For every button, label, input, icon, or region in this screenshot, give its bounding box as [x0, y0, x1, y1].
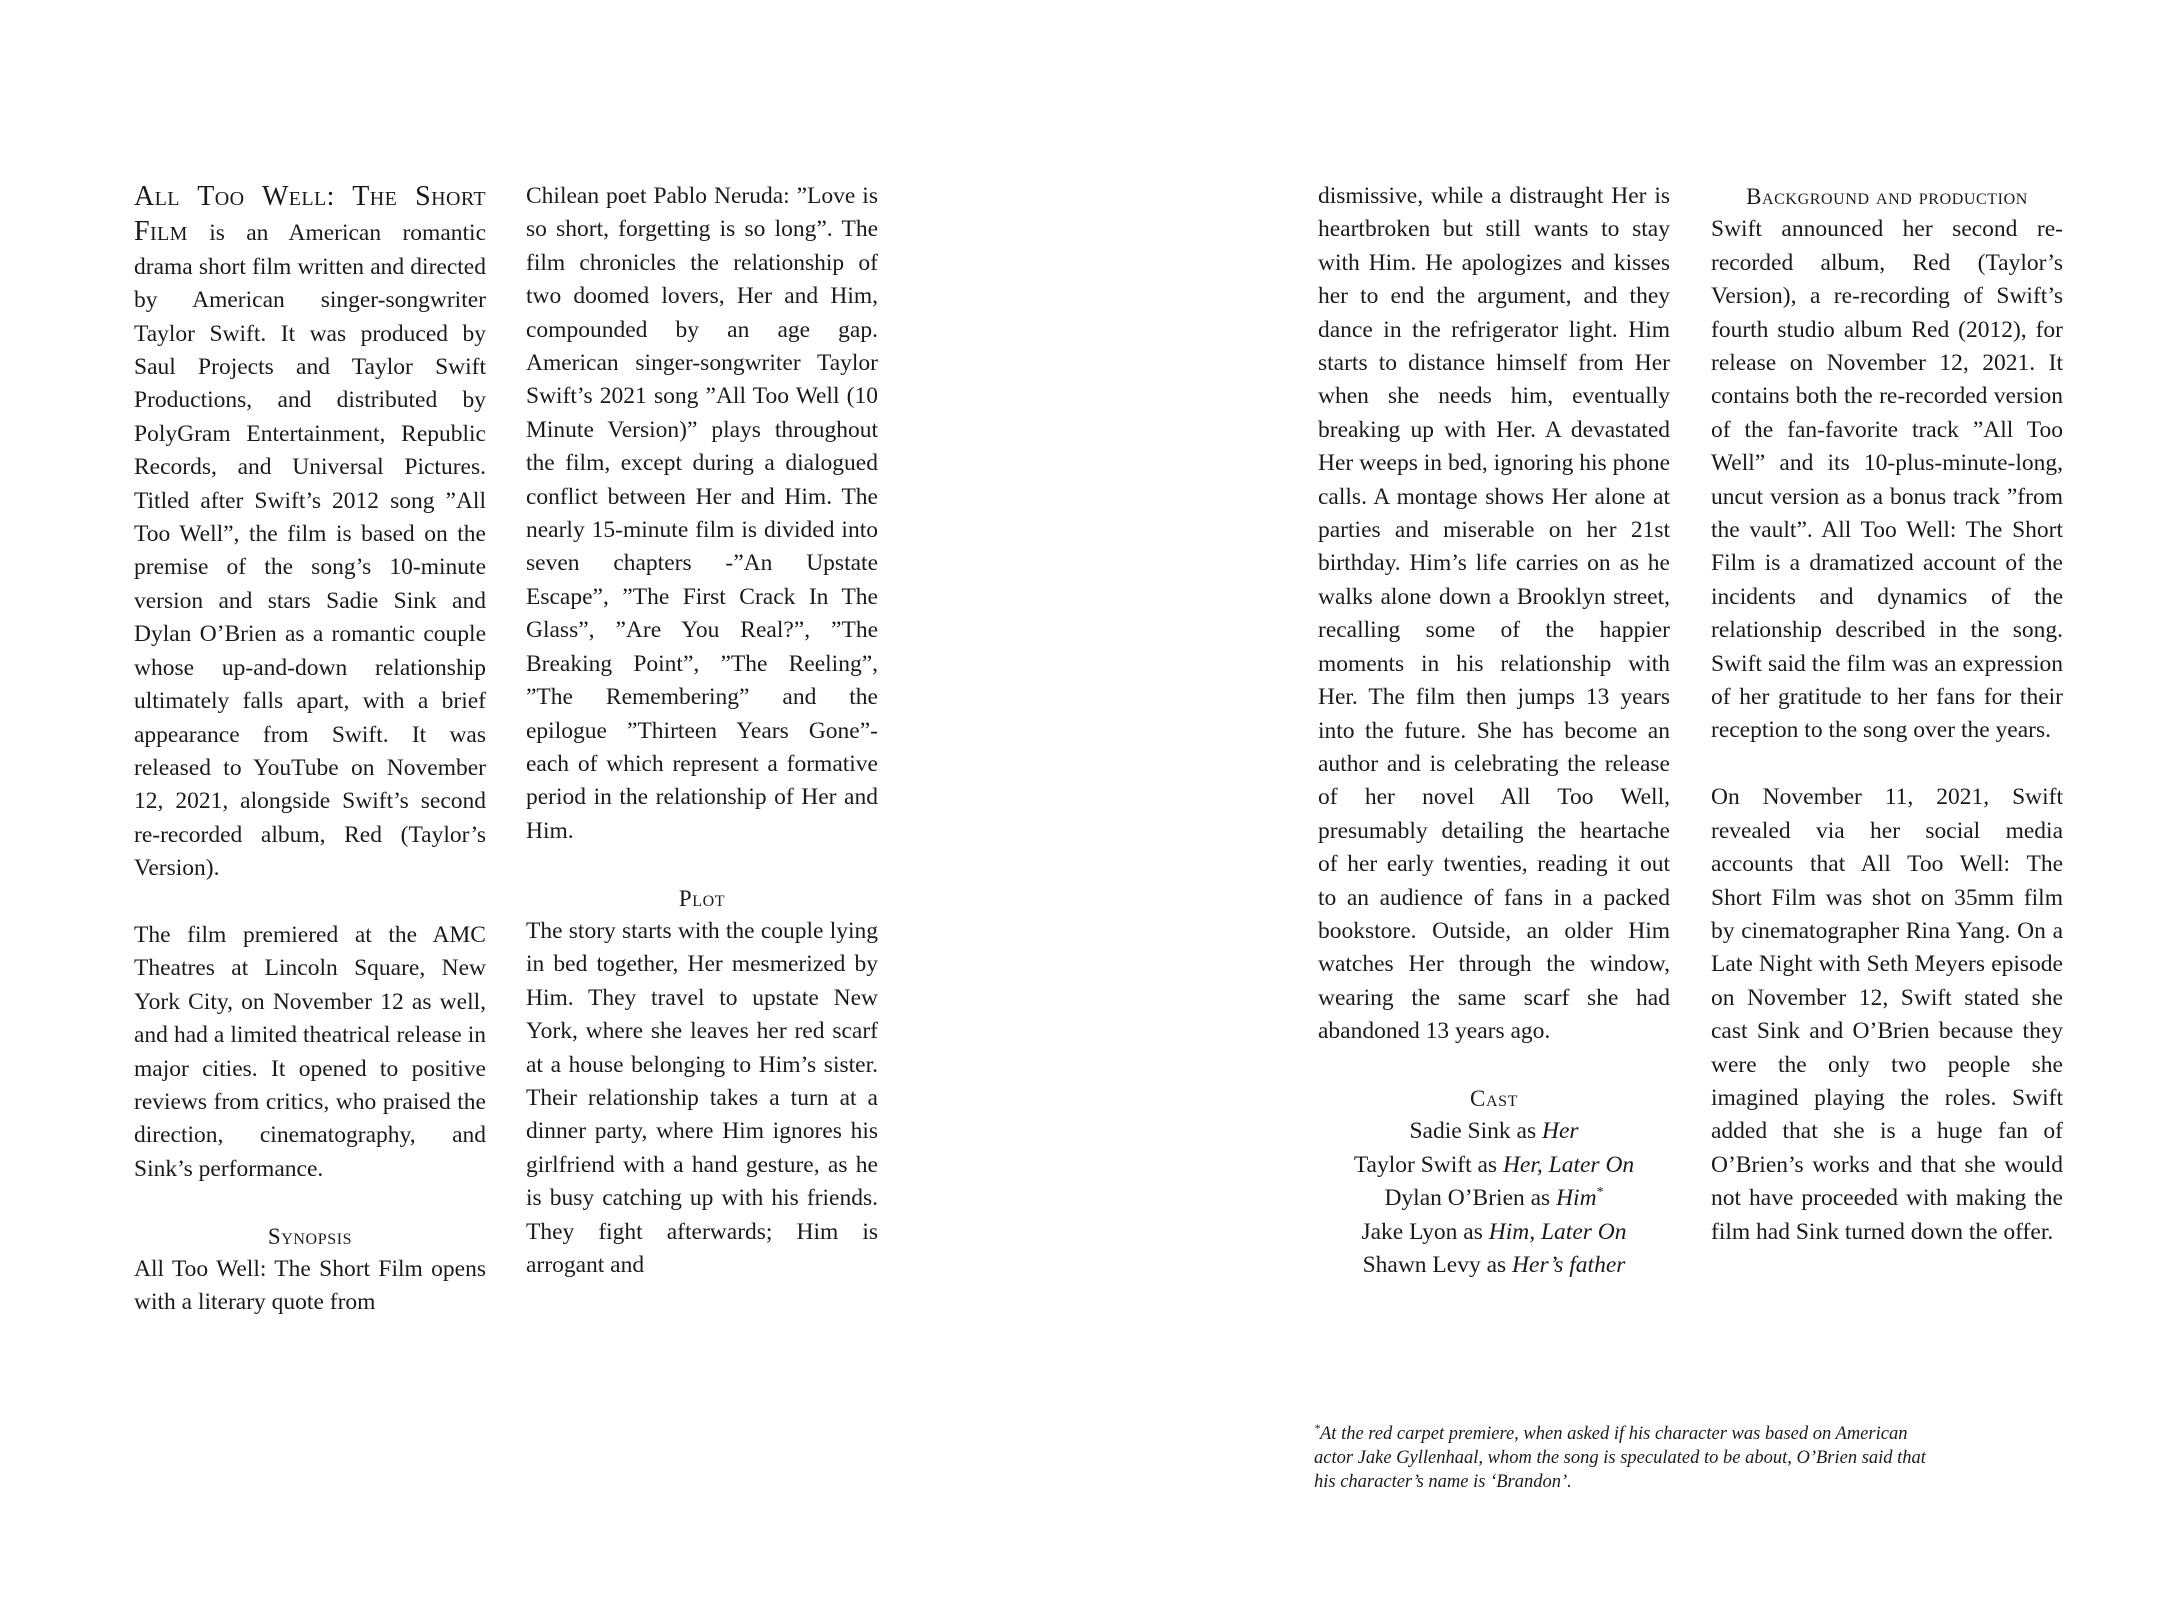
cast-actor: Sadie Sink as — [1409, 1118, 1542, 1145]
footnote-mark: * — [1314, 1420, 1320, 1435]
intro-paragraph — [134, 180, 486, 886]
column-2 — [526, 180, 878, 1282]
cast-list — [1318, 1115, 1670, 1282]
background-heading: Background and production — [1746, 184, 2028, 209]
background-paragraph: Swift announced her second re-recorded album, Red (Taylor’s Version), a re-recording of Swift’s fourth studio album Red (2012), for release on November 12, 2021. It contains both the re-recorded version of the fan-favorite track ”All Too Well” and its 10-plus-minute-long, uncut version as a bonus track ”from the vault”. All Too Well: The Short Film is a dramatized account of the incidents and dynamics of the relationship described in the song. Swift said the film was an expression of her gratitude to her fans for their reception to the song over the years. — [1711, 216, 2063, 744]
plot-continued: dismissive, while a distraught Her is heartbroken but still wants to stay with Him. He apologizes and kisses her to end the argument, and they dance in the refrigerator light. Him starts to distance himself from Her when she needs him, eventually breaking up with Her. A devastated Her weeps in bed, ignoring his phone calls. A montage shows Her alone at parties and miserable on her 21st birthday. Him’s life carries on as he walks alone down a Brooklyn street, recalling some of the happier moments in his relationship with Her. The film then jumps 13 years into the future. She has become an author and is celebrating the release of her novel All Too Well, presumably detailing the heartache of her early twenties, reading it out to an audience of fans in a packed bookstore. Outside, an older Him watches Her through the window, wearing the same scarf she had abandoned 13 years ago. — [1318, 183, 1670, 1045]
cast-actor: Taylor Swift as — [1353, 1151, 1503, 1178]
cast-role: Him, Later On — [1488, 1218, 1627, 1245]
column-4 — [1711, 180, 2063, 1249]
footnote-marker: * — [1596, 1185, 1604, 1201]
column-3 — [1318, 180, 1670, 1282]
synopsis-start: All Too Well: The Short Film opens with a literary quote from — [134, 1255, 486, 1316]
plot-heading: Plot — [678, 885, 726, 911]
cast-actor: Shawn Levy as — [1362, 1251, 1513, 1278]
cast-entry — [1318, 1182, 1670, 1215]
cast-entry — [1318, 1216, 1670, 1249]
footnote-text: At the red carpet premiere, when asked if his character was based on American actor Jake Gyllenhaal, whom the song is speculated to be about, O’Brien said that his character’s name is ‘Brandon’. — [1314, 1424, 1926, 1492]
right-page — [1088, 0, 2176, 1604]
cast-actor: Jake Lyon as — [1361, 1218, 1489, 1245]
premiere-paragraph: The film premiered at the AMC Theatres at Lincoln Square, New York City, on November 12 as well, and had a limited theatrical release in major cities. It opened to positive reviews from critics, who praised the direction, cinematography, and Sink’s performance. — [134, 921, 486, 1182]
column-1 — [134, 180, 486, 1320]
footnote — [1314, 1422, 1934, 1494]
cast-heading: Cast — [1470, 1085, 1518, 1111]
cast-entry — [1318, 1149, 1670, 1182]
section-gap — [134, 1186, 486, 1219]
cast-entry — [1318, 1115, 1670, 1148]
intro-body: is an American romantic drama short film written and directed by American singer-songwriter Taylor Swift. It was produced by Saul Projects and Taylor Swift Productions, and distributed by PolyGram Entertainment, Republic Records, and Universal Pictures. Titled after Swift’s 2012 song ”All Too Well”, the film is based on the premise of the song’s 10-minute version and stars Sadie Sink and Dylan O’Brien as a romantic couple whose up-and-down relationship ultimately falls apart, with a brief appearance from Swift. It was released to YouTube on November 12, 2021, alongside Swift’s second re-recorded album, Red (Taylor’s Version). — [134, 220, 486, 882]
plot-start: The story starts with the couple lying in bed together, Her mesmerized by Him. They travel to upstate New York, where she leaves her red scarf at a house belonging to Him’s sister. Their relationship takes a turn at a dinner party, where Him ignores his girlfriend with a hand gesture, as he is busy catching up with his friends. They fight afterwards; Him is arrogant and — [526, 917, 878, 1278]
section-gap — [526, 848, 878, 881]
cast-actor: Dylan O’Brien as — [1384, 1185, 1557, 1212]
cast-role: Him — [1556, 1185, 1597, 1212]
production-paragraph: On November 11, 2021, Swift revealed via her social media accounts that All Too Well: The Short Film was shot on 35mm film by cinematographer Rina Yang. On a Late Night with Seth Meyers episode on November 12, Swift stated she cast Sink and O’Brien because they were the only two people she imagined playing the roles. Swift added that she is a huge fan of O’Brien’s works and that she would not have proceeded with making the film had Sink turned down the offer. — [1711, 784, 2063, 1245]
synopsis-continued: Chilean poet Pablo Neruda: ”Love is so short, forgetting is so long”. The film chronicles the relationship of two doomed lovers, Her and Him, compounded by an age gap. American singer-songwriter Taylor Swift’s 2021 song ”All Too Well (10 Minute Version)” plays throughout the film, except during a dialogued conflict between Her and Him. The nearly 15-minute film is divided into seven chapters -”An Upstate Escape”, ”The First Crack In The Glass”, ”Are You Real?”, ”The Breaking Point”, ”The Reeling”, ”The Remembering” and the epilogue ”Thirteen Years Gone”- each of which represent a formative period in the relationship of Her and Him. — [526, 183, 878, 844]
film-title: All Too Well: The Short Film — [134, 181, 486, 248]
section-gap — [1318, 1049, 1670, 1082]
cast-role: Her’s father — [1512, 1251, 1626, 1278]
cast-role: Her — [1541, 1118, 1579, 1145]
cast-role: Her, Later On — [1502, 1151, 1635, 1178]
cast-entry — [1318, 1249, 1670, 1282]
synopsis-heading: Synopsis — [267, 1223, 353, 1249]
